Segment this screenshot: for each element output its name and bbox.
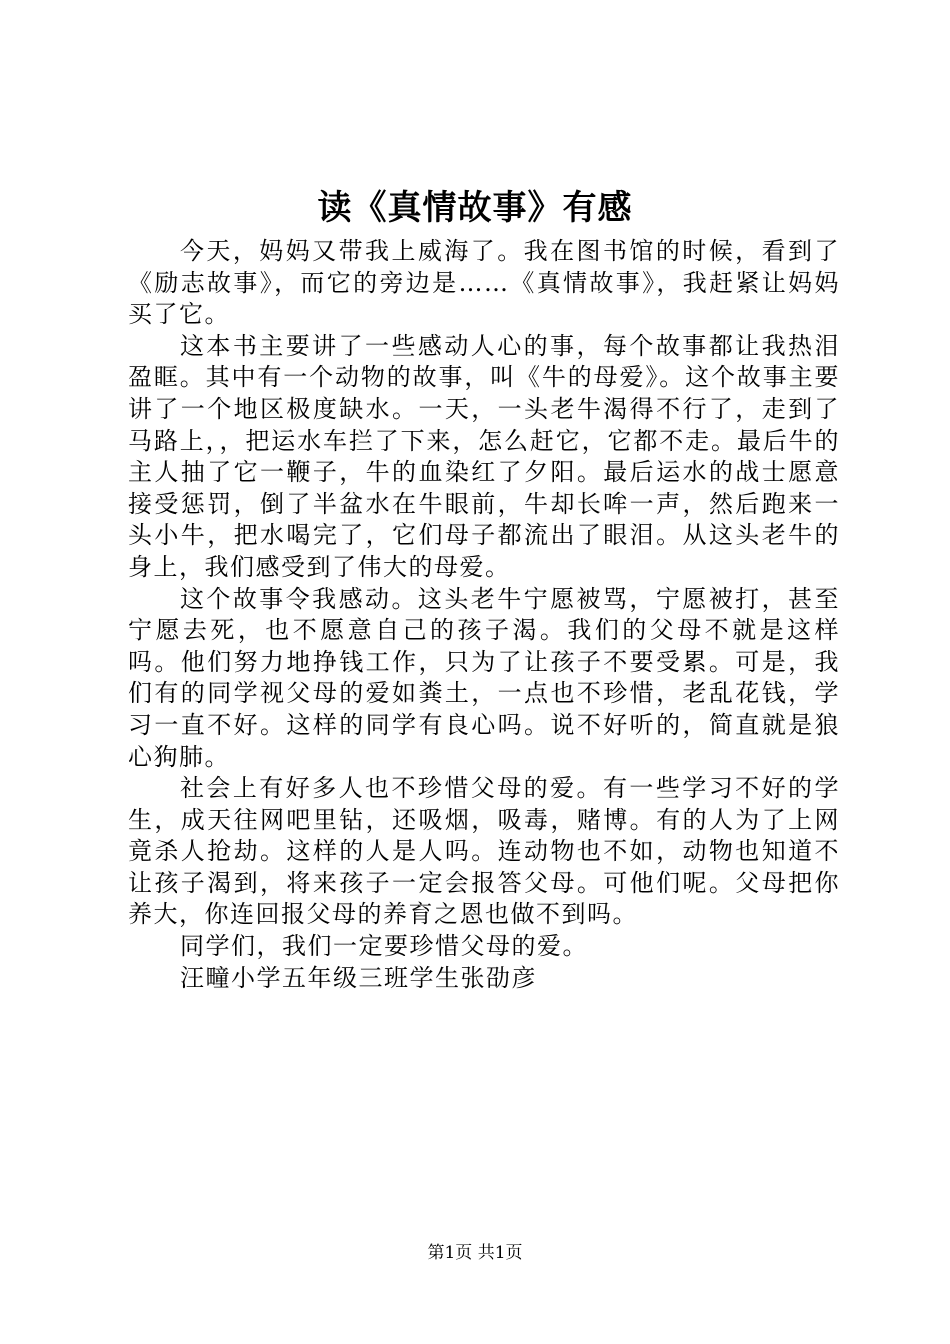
document-title: 读《真情故事》有感 [317, 188, 633, 228]
page-footer: 第1页 共1页 [427, 1243, 523, 1263]
author-signature-line: 汪疃小学五年级三班学生张劭彦 [180, 963, 537, 992]
paragraph-5: 同学们，我们一定要珍惜父母的爱。 [180, 932, 588, 961]
document-body [128, 236, 840, 994]
paragraph-3: 这个故事令我感动。这头老牛宁愿被骂，宁愿被打，甚至宁愿去死，也不愿意自己的孩子渴。我们的父母不就是这样吗。他们努力地挣钱工作，只为了让孩子不要受累。可是，我们有的同学视父母的爱如粪土，一点也不珍惜，老乱花钱，学习一直不好。这样的同学有良心吗。说不好听的，简直就是狼心狗肺。 [128, 584, 840, 771]
paragraph-2: 这本书主要讲了一些感动人心的事，每个故事都让我热泪盈眶。其中有一个动物的故事，叫《牛的母爱》。这个故事主要讲了一个地区极度缺水。一天，一头老牛渴得不行了，走到了马路上，，把运水车拦了下来，怎么赶它，它都不走。最后牛的主人抽了它一鞭子，牛的血染红了夕阳。最后运水的战士愿意接受惩罚，倒了半盆水在牛眼前，牛却长哞一声，然后跑来一头小牛，把水喝完了，它们母子都流出了眼泪。从这头老牛的身上，我们感受到了伟大的母爱。 [128, 331, 840, 581]
paragraph-1: 今天，妈妈又带我上威海了。我在图书馆的时候，看到了《励志故事》，而它的旁边是……《真情故事》，我赶紧让妈妈买了它。 [128, 237, 840, 329]
paragraph-4: 社会上有好多人也不珍惜父母的爱。有一些学习不好的学生，成天往网吧里钻，还吸烟，吸毒，赌博。有的人为了上网竟杀人抢劫。这样的人是人吗。连动物也不如，动物也知道不让孩子渴到，将来孩子一定会报答父母。可他们呢。父母把你养大，你连回报父母的养育之恩也做不到吗。 [128, 774, 840, 929]
